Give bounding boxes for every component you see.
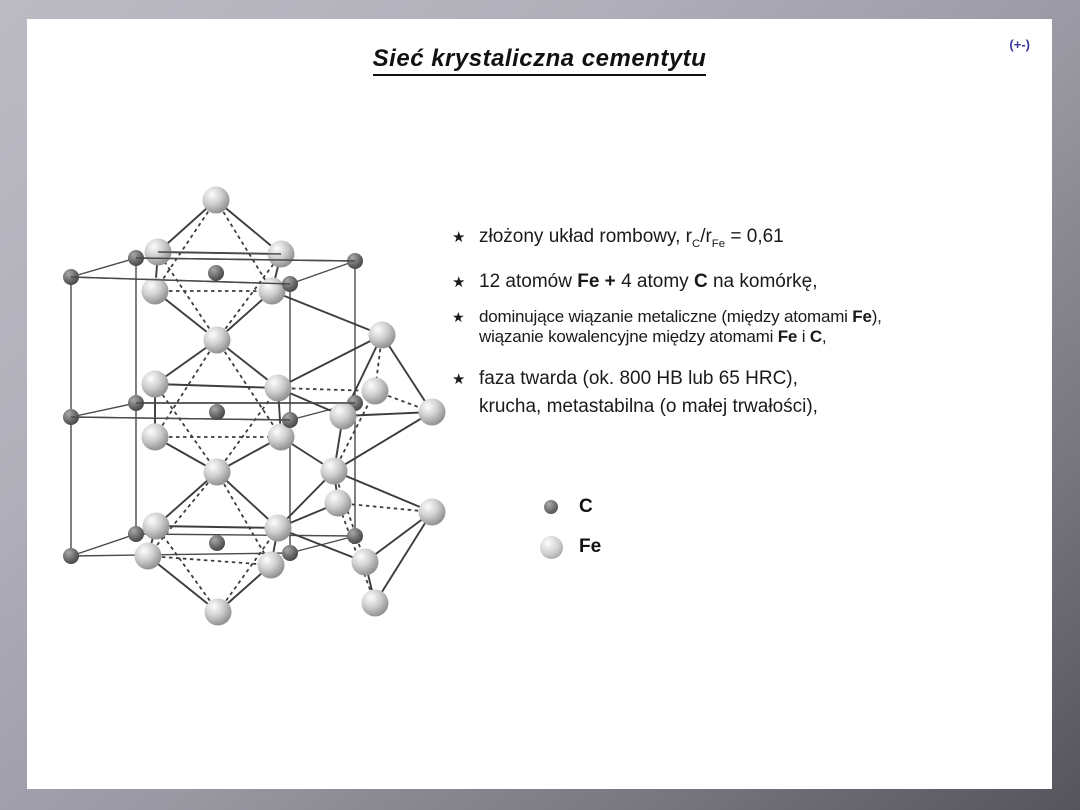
iron-atom-icon [540,536,563,559]
bullet-item [452,269,1037,295]
legend-item-carbon [535,493,601,521]
corner-mark[interactable]: (+-) [1009,37,1030,52]
star-bullet-icon: ★ [452,229,466,246]
carbon-atom [208,265,224,281]
carbon-atom [282,545,298,561]
star-bullet-icon: ★ [452,308,465,325]
crystal-lattice-svg [50,178,460,630]
slide [27,19,1052,789]
iron-atom [205,599,232,626]
legend [535,493,601,561]
iron-atom [142,278,169,305]
iron-atom [265,375,292,402]
legend-label-carbon: C [579,496,593,517]
bullet-text-line: wiązanie kowalencyjne między atomami Fe i C, [479,326,827,346]
star-bullet-icon: ★ [452,273,466,291]
iron-atom [362,590,389,617]
iron-atom [204,459,231,486]
iron-atom [330,403,357,430]
iron-atom [142,371,169,398]
legend-sphere-box [535,536,567,559]
bullet-text-line: 12 atomów Fe + 4 atomy C na komórkę, [479,270,818,292]
page-title: Sieć krystaliczna cementytu [373,45,707,76]
legend-item-iron [535,533,601,561]
iron-atom [265,515,292,542]
iron-atom [142,424,169,451]
iron-atom [204,327,231,354]
bullet-text-line: krucha, metastabilna (o małej trwałości), [479,395,818,417]
bullet-item [452,224,1037,257]
carbon-atom [209,404,225,420]
bullet-text-line: dominujące wiązanie metaliczne (między atomami Fe), [479,306,882,326]
bullet-item [452,365,1037,421]
star-bullet-icon: ★ [452,370,466,388]
iron-atom [369,322,396,349]
iron-atom [362,378,389,405]
legend-label-iron: Fe [579,536,602,557]
carbon-atom [63,548,79,564]
iron-atom [419,499,446,526]
iron-atom [143,513,170,540]
iron-atom [203,187,230,214]
iron-atom [135,543,162,570]
carbon-atom [128,526,144,542]
iron-atom [258,552,285,579]
iron-atom [419,399,446,426]
bullet-list [452,224,1037,421]
page-title-wrap [27,45,1052,76]
carbon-atom [209,535,225,551]
iron-atom [325,490,352,517]
bullet-text-line: faza twarda (ok. 800 HB lub 65 HRC), [479,367,798,389]
iron-atom [259,278,286,305]
legend-sphere-box [535,500,567,514]
bullet-text-line: złożony układ rombowy, $r_C/r_{Fe} = 0,61$ [479,226,784,250]
crystal-lattice-figure [50,178,460,630]
bullet-item [452,307,1037,347]
carbon-atom-icon [544,500,558,514]
iron-atom [352,549,379,576]
iron-atom [321,458,348,485]
carbon-atom [347,528,363,544]
